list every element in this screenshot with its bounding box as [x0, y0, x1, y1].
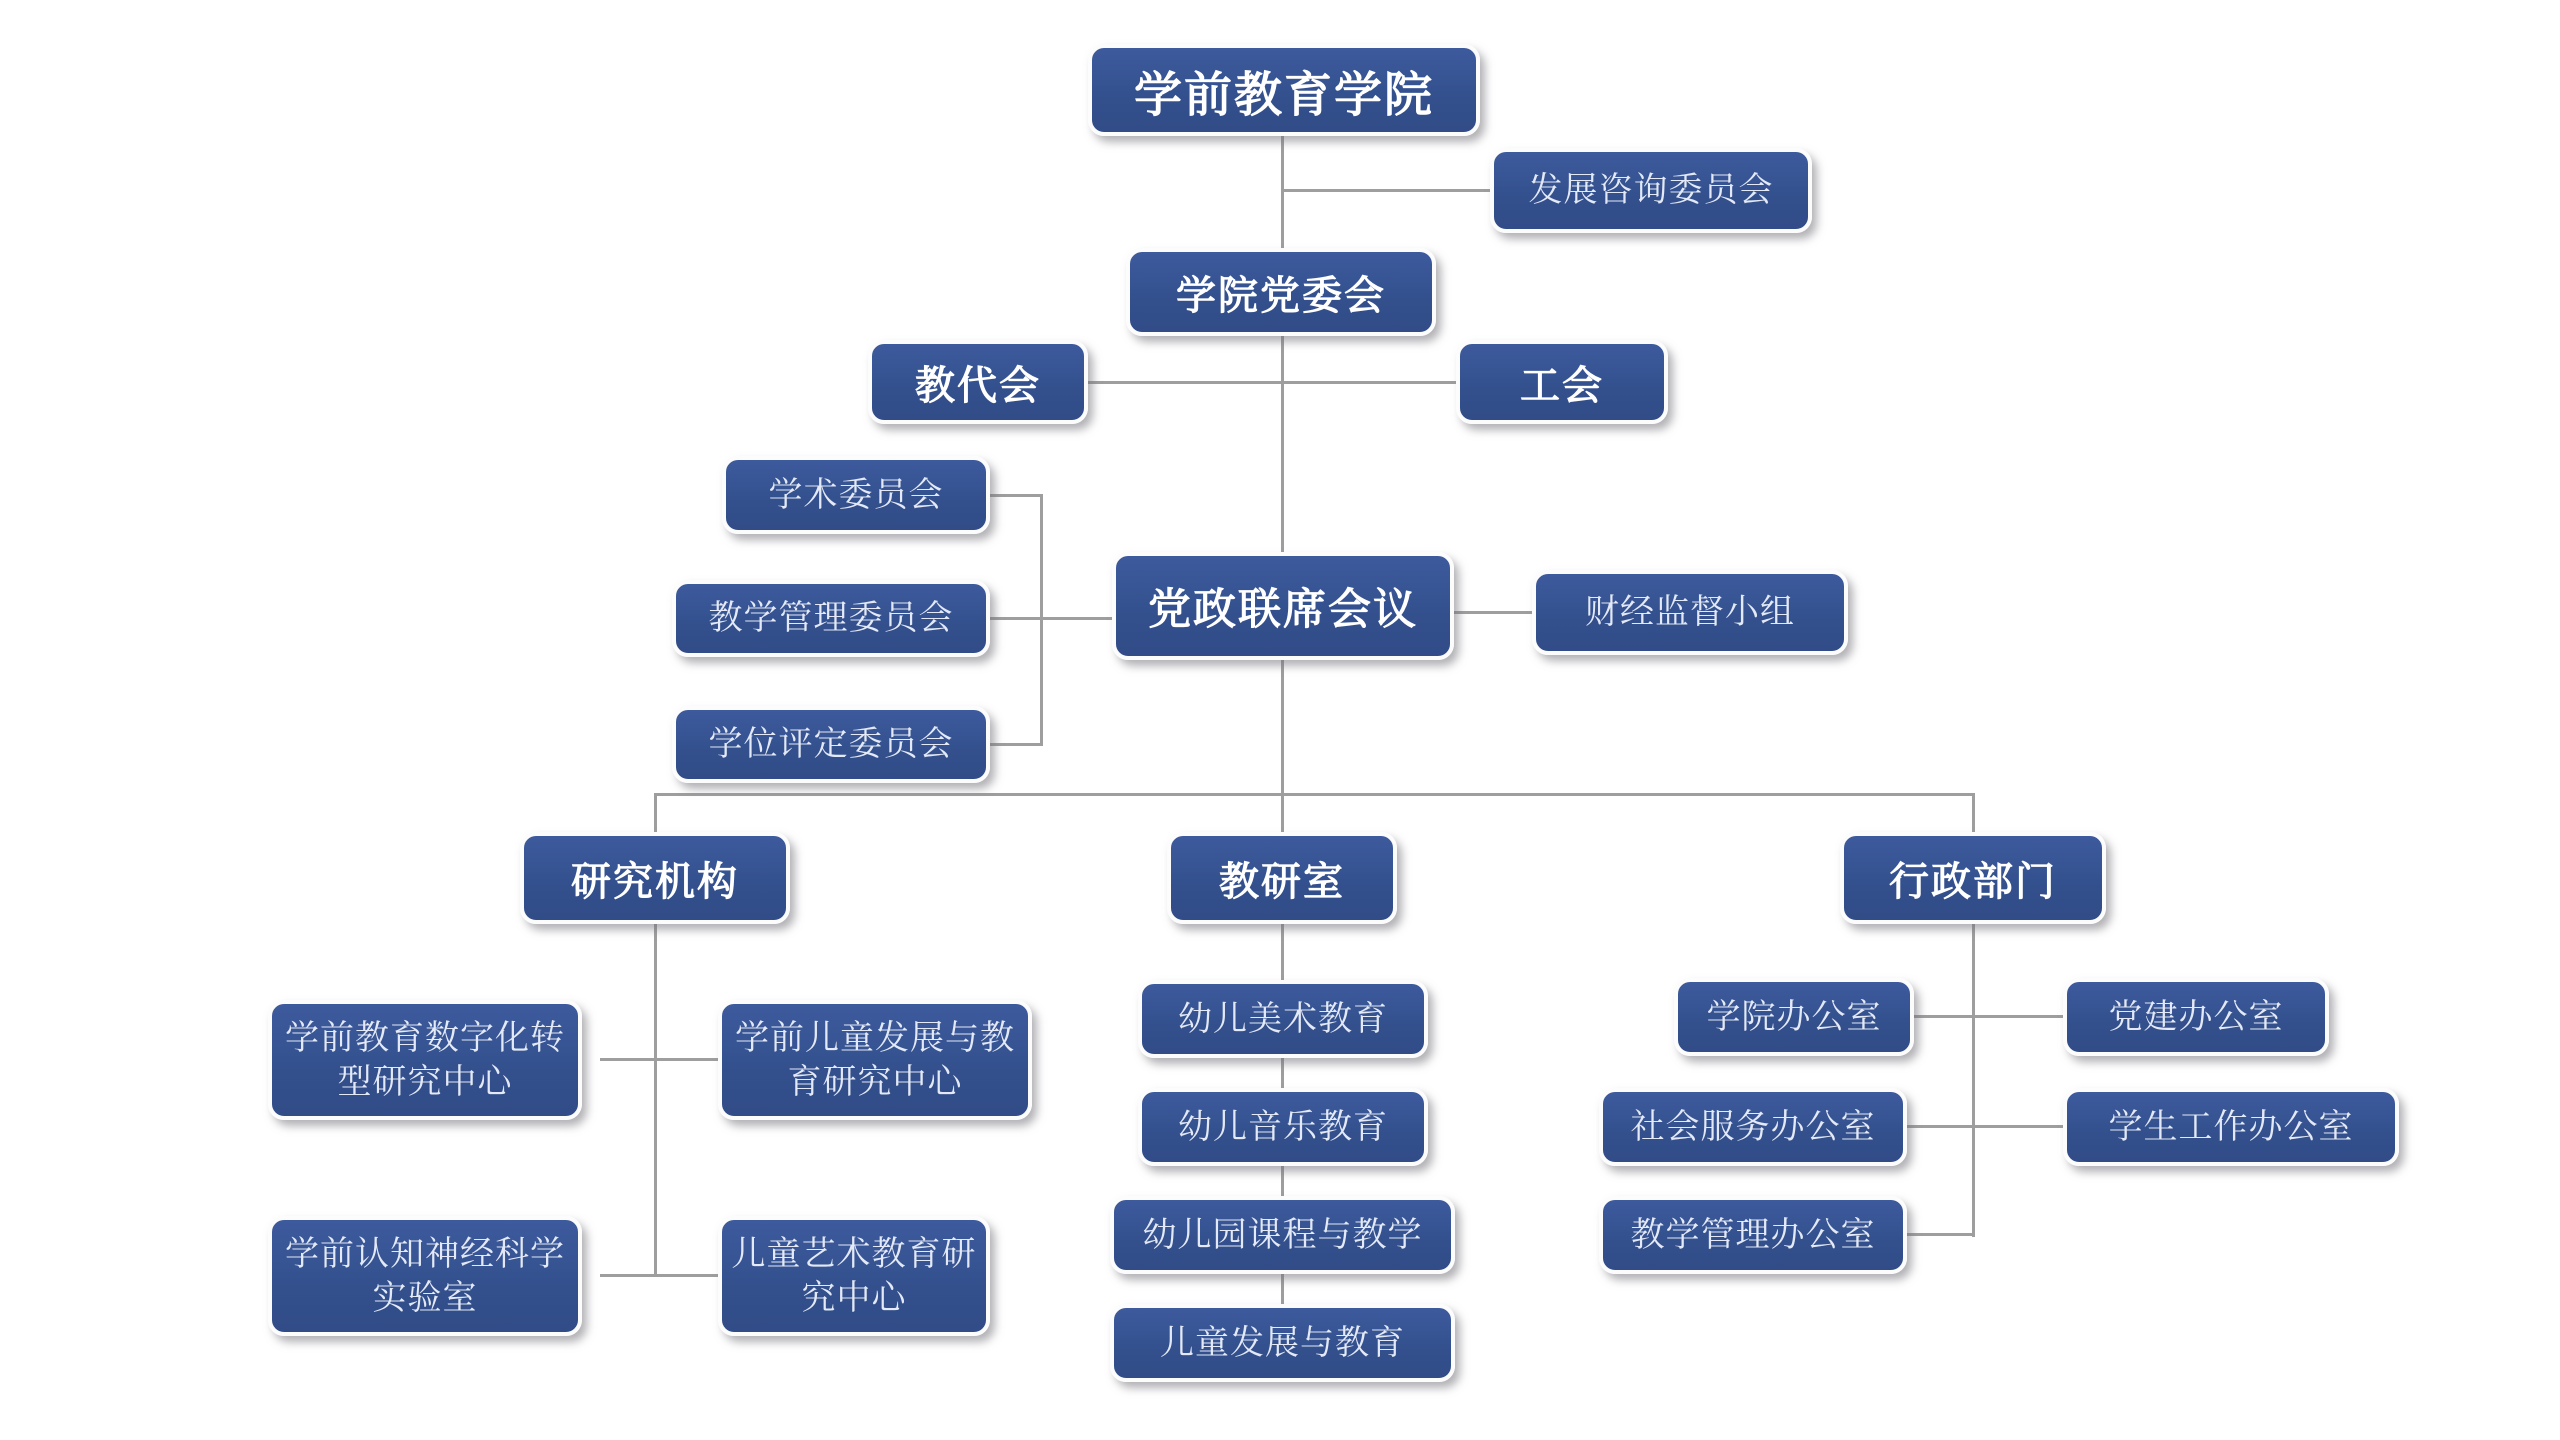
connector-academic-stub: [988, 494, 1042, 497]
node-labor-union: 工会: [1456, 340, 1668, 424]
node-teaching-mgmt-committee: 教学管理委员会: [672, 580, 990, 657]
node-digital-transformation-research-center: 学前教育数字化转型研究中心: [268, 1000, 582, 1120]
node-academic-committee: 学术委员会: [722, 456, 990, 534]
connector-degree-stub: [988, 743, 1042, 746]
connector-distribution: [654, 793, 1975, 796]
connector-teaching-seg1: [1281, 922, 1284, 982]
connector-drop-teaching: [1281, 793, 1284, 832]
connector-root-to-advisory: [1282, 189, 1492, 192]
connector-admin-row2: [1903, 1125, 2066, 1128]
node-party-committee: 学院党委会: [1126, 248, 1436, 336]
node-staff-congress: 教代会: [868, 340, 1088, 424]
node-development-advisory-committee: 发展咨询委员会: [1490, 148, 1812, 233]
node-children-art-education-research-center: 儿童艺术教育研究中心: [718, 1216, 990, 1336]
node-cognitive-neuroscience-lab: 学前认知神经科学实验室: [268, 1216, 582, 1336]
connector-teaching-seg2: [1281, 1056, 1284, 1090]
connector-drop-research: [654, 793, 657, 832]
node-social-service-office: 社会服务办公室: [1599, 1088, 1907, 1166]
node-child-development-education: 儿童发展与教育: [1110, 1304, 1455, 1382]
connector-research-row2: [600, 1274, 720, 1277]
connector-joint-to-finance: [1452, 611, 1534, 614]
connector-root-to-party: [1281, 136, 1284, 250]
connector-staffcongress-union: [1086, 381, 1458, 384]
connector-admin-stack: [1972, 922, 1975, 1237]
node-college-office: 学院办公室: [1674, 978, 1914, 1056]
node-college-root: 学前教育学院: [1088, 44, 1480, 136]
node-degree-committee: 学位评定委员会: [672, 706, 990, 783]
connector-teaching-seg3: [1281, 1164, 1284, 1198]
connector-teaching-seg4: [1281, 1272, 1284, 1306]
node-student-affairs-office: 学生工作办公室: [2063, 1088, 2399, 1166]
node-child-development-education-research-center: 学前儿童发展与教育研究中心: [718, 1000, 1032, 1120]
connector-party-to-joint: [1281, 336, 1284, 554]
node-children-art-education: 幼儿美术教育: [1138, 980, 1428, 1058]
node-admin-branch: 行政部门: [1840, 832, 2106, 924]
connector-admin-row3: [1903, 1233, 1975, 1236]
node-teaching-mgmt-office: 教学管理办公室: [1599, 1196, 1907, 1274]
node-children-music-education: 幼儿音乐教育: [1138, 1088, 1428, 1166]
connector-committee-stack: [1040, 494, 1043, 746]
connector-research-row1: [600, 1058, 720, 1061]
connector-research-stack: [654, 922, 657, 1277]
connector-admin-row1: [1910, 1015, 2066, 1018]
node-party-building-office: 党建办公室: [2063, 978, 2329, 1056]
connector-teachingmgmt-to-joint: [988, 617, 1116, 620]
node-finance-supervision-group: 财经监督小组: [1532, 570, 1848, 655]
node-teaching-research-branch: 教研室: [1167, 832, 1397, 924]
connector-drop-admin: [1972, 793, 1975, 832]
node-joint-meeting: 党政联席会议: [1112, 552, 1454, 660]
node-research-branch: 研究机构: [520, 832, 790, 924]
node-kindergarten-curriculum-teaching: 幼儿园课程与教学: [1110, 1196, 1455, 1274]
connector-joint-to-distribution: [1281, 658, 1284, 795]
